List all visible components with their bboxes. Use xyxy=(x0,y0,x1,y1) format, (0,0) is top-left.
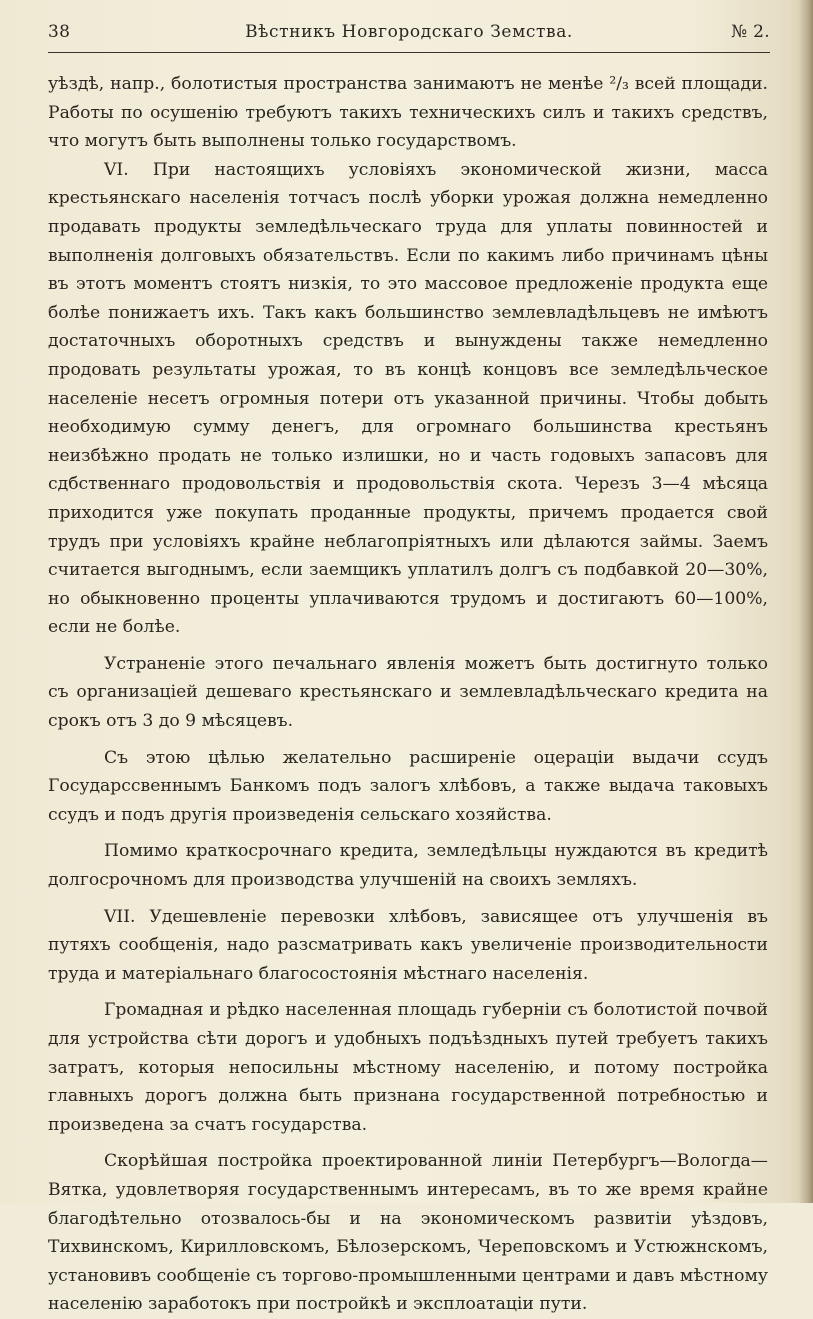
article-body xyxy=(48,70,768,1319)
paragraph-1: VI. При настоящихъ условіяхъ экономической жизни, масса крестьянскаго населенія тотчасъ послѣ уборки урожая должна немедленно продавать продукты земледѣльческаго труда для уплаты повинностей и выполненія долговыхъ обязательствъ. Если по какимъ либо причинамъ цѣны въ этотъ моментъ стоятъ низкія, то это массовое предложеніе продукта еще болѣе понижаетъ ихъ. Такъ какъ большинство землевладѣльцевъ не имѣютъ достаточныхъ оборотныхъ средствъ и вынуждены также немедленно продовать результаты урожая, то въ концѣ концовъ все земледѣльческое населеніе несетъ огромныя потери отъ указанной причины. Чтобы добыть необходимую сумму денегъ, для огромнаго большинства крестьянъ неизбѣжно продать не только излишки, но и часть годовыхъ запасовъ для сдбственнаго продовольствія и продовольствія скота. Черезъ 3—4 мѣсяца приходится уже покупать проданные продукты, причемъ продается свой трудъ при условіяхъ крайне неблагопріятныхъ или дѣлаются займы. Заемъ считается выгоднымъ, если заемщикъ уплатилъ долгъ съ подбавкой 20—30%, но обыкновенно проценты уплачиваются трудомъ и достигаютъ 60—100%, если не болѣе. xyxy=(48,159,768,638)
paragraph-2: Устраненіе этого печальнаго явленія можетъ быть достигнуто только съ организаціей дешеваго крестьянскаго и землевладѣльческаго кредита на срокъ отъ 3 до 9 мѣсяцевъ. xyxy=(48,653,768,732)
paragraph-0: уѣздѣ, напр., болотистыя пространства занимаютъ не менѣе ²/₃ всей площади. Работы по осушенію требуютъ такихъ техническихъ силъ и такихъ средствъ, что могутъ быть выполнены только государствомъ. xyxy=(48,74,768,152)
paragraph-6: Громадная и рѣдко населенная площадь губерніи съ болотистой почвой для устройства сѣти дорогъ и удобныхъ подъѣздныхъ путей требуетъ такихъ затратъ, которыя непосильны мѣстному населенію, и потому постройка главныхъ дорогъ должна быть признана государственной потребностью и произведена за счатъ государства. xyxy=(48,1000,768,1135)
page-number: 38 xyxy=(48,22,71,42)
paragraph-5: VII. Удешевленіе перевозки хлѣбовъ, зависящее отъ улучшенія въ путяхъ сообщенія, надо разсматривать какъ увеличеніе производительности труда и матеріальнаго благосостоянія мѣстнаго населенія. xyxy=(48,906,768,984)
paragraph-7: Скорѣйшая постройка проектированной линіи Петербургъ—Вологда—Вятка, удовлетворяя государственнымъ интересамъ, въ то же время крайне благодѣтельно отозвалось-бы и на экономическомъ развитіи уѣздовъ, Тихвинскомъ, Кирилловскомъ, Бѣлозерскомъ, Череповскомъ и Устюжнскомъ, установивъ сообщеніе съ торгово-промышленными центрами и давъ мѣстному населенію заработокъ при постройкѣ и эксплоатаціи пути. xyxy=(48,1151,768,1315)
issue-number: № 2. xyxy=(731,22,770,42)
page-binding-shadow xyxy=(799,0,813,1203)
journal-title: Вѣстникъ Новгородскаго Земства. xyxy=(245,22,573,42)
running-header xyxy=(48,22,770,48)
paragraph-4: Помимо краткосрочнаго кредита, земледѣльцы нуждаются въ кредитѣ долгосрочномъ для производства улучшеній на своихъ земляхъ. xyxy=(48,841,768,891)
header-rule xyxy=(48,52,770,53)
paragraph-3: Съ этою цѣлью желательно расширеніе оцераціи выдачи ссудъ Государссвеннымъ Банкомъ подъ залогъ хлѣбовъ, а также выдача таковыхъ ссудъ и подъ другія произведенія сельскаго хозяйства. xyxy=(48,747,768,825)
